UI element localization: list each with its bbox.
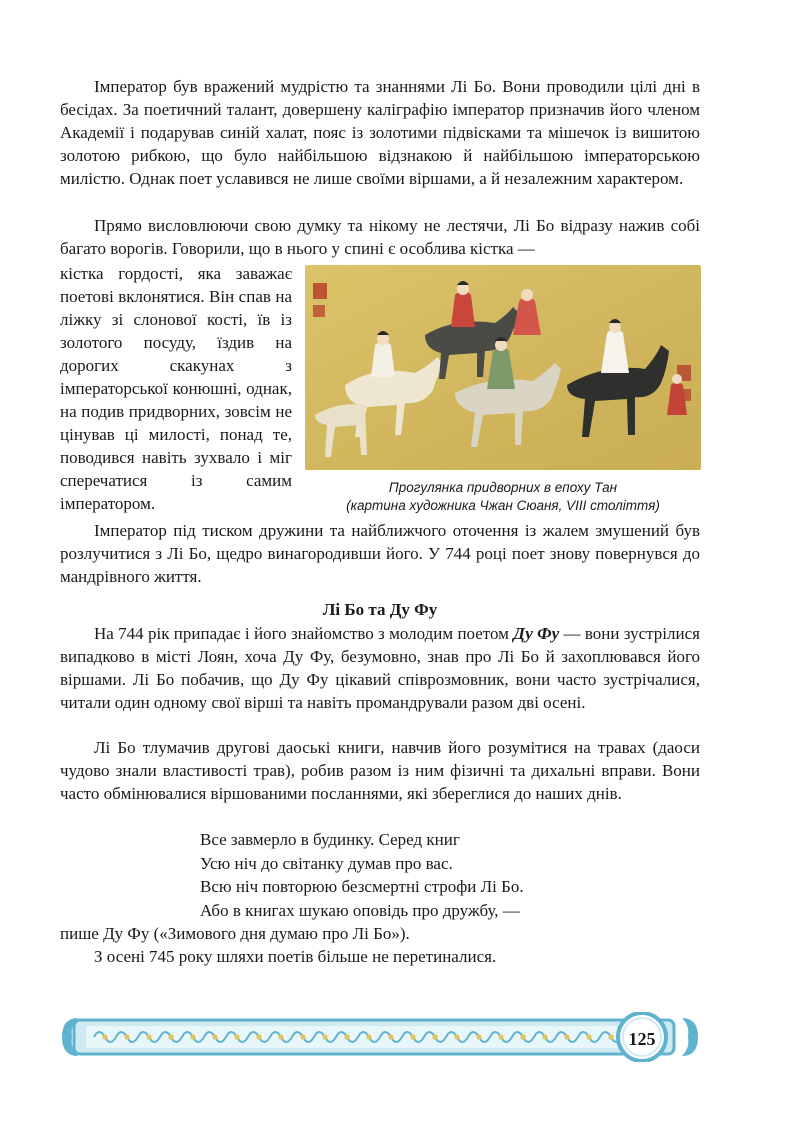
- poet-name-du-fu: Ду Фу: [513, 624, 560, 643]
- paragraph-7: З осені 745 року шляхи поетів більше не перетиналися.: [94, 947, 497, 966]
- ornament-dot: [564, 1034, 569, 1039]
- paragraph-5: Лі Бо тлумачив другові даоські книги, навчив його розумітися на травах (даоси чудово знали властивості трав), робив разом із ним фізичні та дихальні вправи. Вони часто обмінювалися віршованими посланнями, які збереглися до наших днів.: [60, 738, 700, 803]
- ornament-dot: [454, 1034, 459, 1039]
- ornament-dot: [256, 1034, 261, 1039]
- ornament-dot: [124, 1034, 129, 1039]
- paragraph-3: Імператор під тиском дружини та найближчого оточення із жалем змушений був розлучитися з Лі Бо, щедро винагородивши його. У 744 році поет знову повернувся до мандрівного життя.: [60, 521, 700, 586]
- poem-line: Усю ніч до світанку думав про вас.: [200, 853, 453, 873]
- ornament-dot: [212, 1034, 217, 1039]
- paragraph-4-before: На 744 рік припадає і його знайомство з молодим поетом: [94, 624, 514, 643]
- ornament-dot: [190, 1034, 195, 1039]
- ornament-dot: [146, 1034, 151, 1039]
- painting-court-promenade: [305, 265, 701, 470]
- caption-line-2: (картина художника Чжан Сюаня, VIII століття): [346, 498, 660, 513]
- ornament-dot: [234, 1034, 239, 1039]
- page-number: 125: [628, 1029, 656, 1049]
- painting-caption: [305, 479, 701, 515]
- poem: [200, 828, 524, 922]
- ornament-dot: [366, 1034, 371, 1039]
- ornament-dot: [586, 1034, 591, 1039]
- ornament-dot: [300, 1034, 305, 1039]
- poem-line: Все завмерло в будинку. Серед книг: [200, 830, 460, 849]
- paragraph-6: пише Ду Фу («Зимового дня думаю про Лі Бо»).: [60, 924, 410, 943]
- poem-line: Всю ніч повторюю безсмертні строфи Лі Бо.: [200, 877, 524, 896]
- paragraph-4-after: — вони зустрілися випадково в місті Лоян, хоча Ду Фу, безумовно, знав про Лі Бо й захоплювався його віршами. Лі Бо побачив, що Ду Фу цікавий співрозмовник, вони часто зустрічалися, читали один одному свої вірші та навіть промандрували разом дві осені.: [60, 624, 700, 712]
- poem-line: Або в книгах шукаю оповідь про дружбу, —: [200, 900, 520, 920]
- ornament-dot: [498, 1034, 503, 1039]
- section-heading: Лі Бо та Ду Фу: [322, 600, 438, 619]
- ornament-dot: [520, 1034, 525, 1039]
- ornament-dot: [432, 1034, 437, 1039]
- ornament-dot: [322, 1034, 327, 1039]
- ornament-dot: [410, 1034, 415, 1039]
- paragraph-2-continued: кістка гордості, яка заважає поетові вклонятися. Він спав на ліжку зі слонової кості, їв із золотого посуду, їздив на дорогих скакунах з імператорської конюшні, однак, на подив придворних, зовсім не цінував ці милості, понад те, поводився навіть зухвало і міг сперечатися із самим імператором.: [60, 264, 292, 513]
- ornament-dot: [608, 1034, 613, 1039]
- footer-ornament: [60, 1012, 700, 1062]
- paragraph-2: Прямо висловлюючи свою думку та нікому не лестячи, Лі Бо відразу нажив собі багато ворогів. Говорили, що в нього у спині є особлива кістка —: [60, 216, 700, 258]
- ornament-dot: [388, 1034, 393, 1039]
- ornament-dot: [476, 1034, 481, 1039]
- paragraph-1: Імператор був вражений мудрістю та знаннями Лі Бо. Вони проводили цілі дні в бесідах. За поетичний талант, довершену каліграфію імператор призначив його членом Академії і подарував синій халат, пояс із золотими підвісками та мішечок із вишитою золотою рибкою, що було найбільшою відзнакою й найбільшою імператорською милістю. Однак поет уславився не лише своїми віршами, а й незалежним характером.: [60, 77, 700, 188]
- paragraph-4: [60, 622, 700, 714]
- ornament-dot: [278, 1034, 283, 1039]
- caption-line-1: Прогулянка придворних в епоху Тан: [388, 480, 618, 495]
- ornament-dot: [344, 1034, 349, 1039]
- ornament-band-icon: [60, 1012, 700, 1062]
- ornament-dot: [542, 1034, 547, 1039]
- ornament-dot: [102, 1034, 107, 1039]
- ornament-dot: [168, 1034, 173, 1039]
